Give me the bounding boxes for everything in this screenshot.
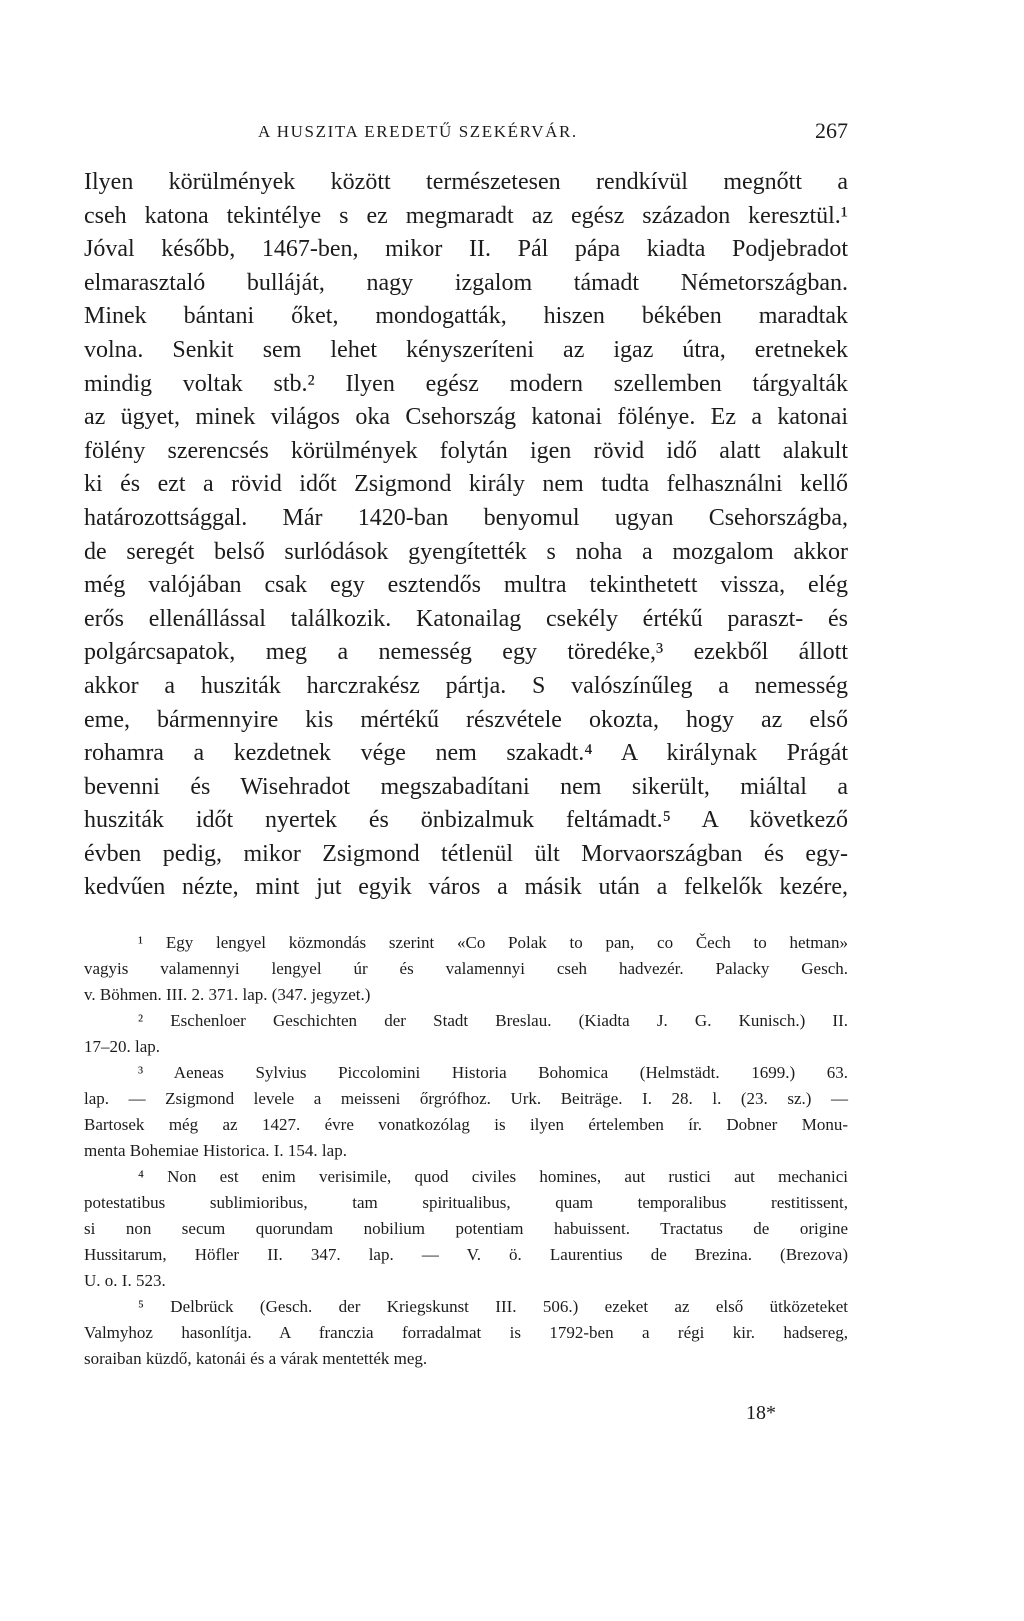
text-line: erős ellenállással találkozik. Katonailag csekély értékű paraszt- és	[84, 605, 848, 632]
footnote-line: si non secum quorundam nobilium potentiam habuissent. Tractatus de origine	[84, 1219, 848, 1238]
text-line: mindig voltak stb.² Ilyen egész modern szellemben tárgyalták	[84, 370, 848, 397]
text-line: kedvűen nézte, mint jut egyik város a másik után a felkelők kezére,	[84, 874, 848, 901]
text-line: ki és ezt a rövid időt Zsigmond király nem tudta felhasználni kellő	[84, 471, 848, 498]
text-line: husziták időt nyertek és önbizalmuk feltámadt.⁵ A következő	[84, 807, 848, 834]
footnote-line: ⁴ Non est enim verisimile, quod civiles homines, aut rustici aut mechanici	[138, 1167, 848, 1186]
footnote-1	[84, 930, 848, 1008]
footnote-line: ⁵ Delbrück (Gesch. der Kriegskunst III. 506.) ezeket az első ütközeteket	[138, 1297, 848, 1316]
text-line: fölény szerencsés körülmények folytán igen rövid idő alatt alakult	[84, 437, 848, 464]
text-line: elmarasztaló bulláját, nagy izgalom támadt Németországban.	[84, 269, 848, 296]
running-head	[84, 118, 848, 148]
page-number: 267	[815, 118, 848, 143]
footnote-line: ² Eschenloer Geschichten der Stadt Breslau. (Kiadta J. G. Kunisch.) II.	[138, 1011, 848, 1030]
text-line: még valójában csak egy esztendős multra tekinthetett vissza, elég	[84, 572, 848, 599]
footnote-line: lap. — Zsigmond levele a meisseni őrgrófhoz. Urk. Beiträge. I. 28. l. (23. sz.) —	[84, 1089, 848, 1108]
footnote-line: menta Bohemiae Historica. I. 154. lap.	[84, 1141, 347, 1160]
text-line: cseh katona tekintélye s ez megmaradt az egész századon keresztül.¹	[84, 202, 848, 229]
signature-mark: 18*	[746, 1402, 776, 1424]
footnotes	[84, 930, 848, 1372]
book-page	[84, 0, 848, 1621]
footnote-2	[84, 1008, 848, 1060]
footnote-3	[84, 1060, 848, 1164]
footnote-line: Hussitarum, Höfler II. 347. lap. — V. ö. Laurentius de Brezina. (Brezova)	[84, 1245, 848, 1264]
running-title: A HUSZITA EREDETŰ SZEKÉRVÁR.	[258, 122, 578, 141]
text-line: polgárcsapatok, meg a nemesség egy töredéke,³ ezekből állott	[84, 639, 848, 666]
footnote-line: U. o. I. 523.	[84, 1271, 166, 1290]
footnote-5	[84, 1294, 848, 1372]
footnote-line: ³ Aeneas Sylvius Piccolomini Historia Bohomica (Helmstädt. 1699.) 63.	[138, 1063, 848, 1082]
footnote-line: soraiban küzdő, katonái és a várak mentették meg.	[84, 1349, 428, 1368]
footnote-line: vagyis valamennyi lengyel úr és valamennyi cseh hadvezér. Palacky Gesch.	[84, 959, 848, 978]
text-line: határozottsággal. Már 1420-ban benyomul ugyan Csehországba,	[84, 504, 848, 531]
text-line: eme, bármennyire kis mértékű részvétele okozta, hogy az első	[84, 706, 848, 733]
text-line: de seregét belső surlódások gyengítették s noha a mozgalom akkor	[84, 538, 848, 565]
text-line: akkor a husziták harczrakész pártja. S valószínűleg a nemesség	[84, 672, 848, 699]
main-text	[84, 166, 848, 905]
text-line: volna. Senkit sem lehet kényszeríteni az igaz útra, eretnekek	[84, 336, 848, 363]
text-line: rohamra a kezdetnek vége nem szakadt.⁴ A királynak Prágát	[84, 740, 848, 767]
text-line: Jóval később, 1467-ben, mikor II. Pál pápa kiadta Podjebradot	[84, 236, 848, 263]
text-line: Minek bántani őket, mondogatták, hiszen békében maradtak	[84, 303, 848, 330]
footnote-line: v. Böhmen. III. 2. 371. lap. (347. jegyzet.)	[84, 985, 371, 1004]
footnote-line: Valmyhoz hasonlítja. A franczia forradalmat is 1792-ben a régi kir. hadsereg,	[84, 1323, 848, 1342]
footnote-line: 17–20. lap.	[84, 1037, 161, 1056]
footnote-line: potestatibus sublimioribus, tam spiritualibus, quam temporalibus restitissent,	[84, 1193, 848, 1212]
text-line: az ügyet, minek világos oka Csehország katonai fölénye. Ez a katonai	[84, 404, 848, 431]
footnote-line: ¹ Egy lengyel közmondás szerint «Co Polak to pan, co Čech to hetman»	[138, 933, 848, 952]
footnote-line: Bartosek még az 1427. évre vonatkozólag is ilyen értelemben ír. Dobner Monu-	[84, 1115, 848, 1134]
text-line: évben pedig, mikor Zsigmond tétlenül ült Morvaországban és egy-	[84, 840, 848, 867]
text-line: Ilyen körülmények között természetesen rendkívül megnőtt a	[84, 169, 848, 195]
footnote-4	[84, 1164, 848, 1294]
text-line: bevenni és Wisehradot megszabadítani nem sikerült, miáltal a	[84, 773, 848, 800]
